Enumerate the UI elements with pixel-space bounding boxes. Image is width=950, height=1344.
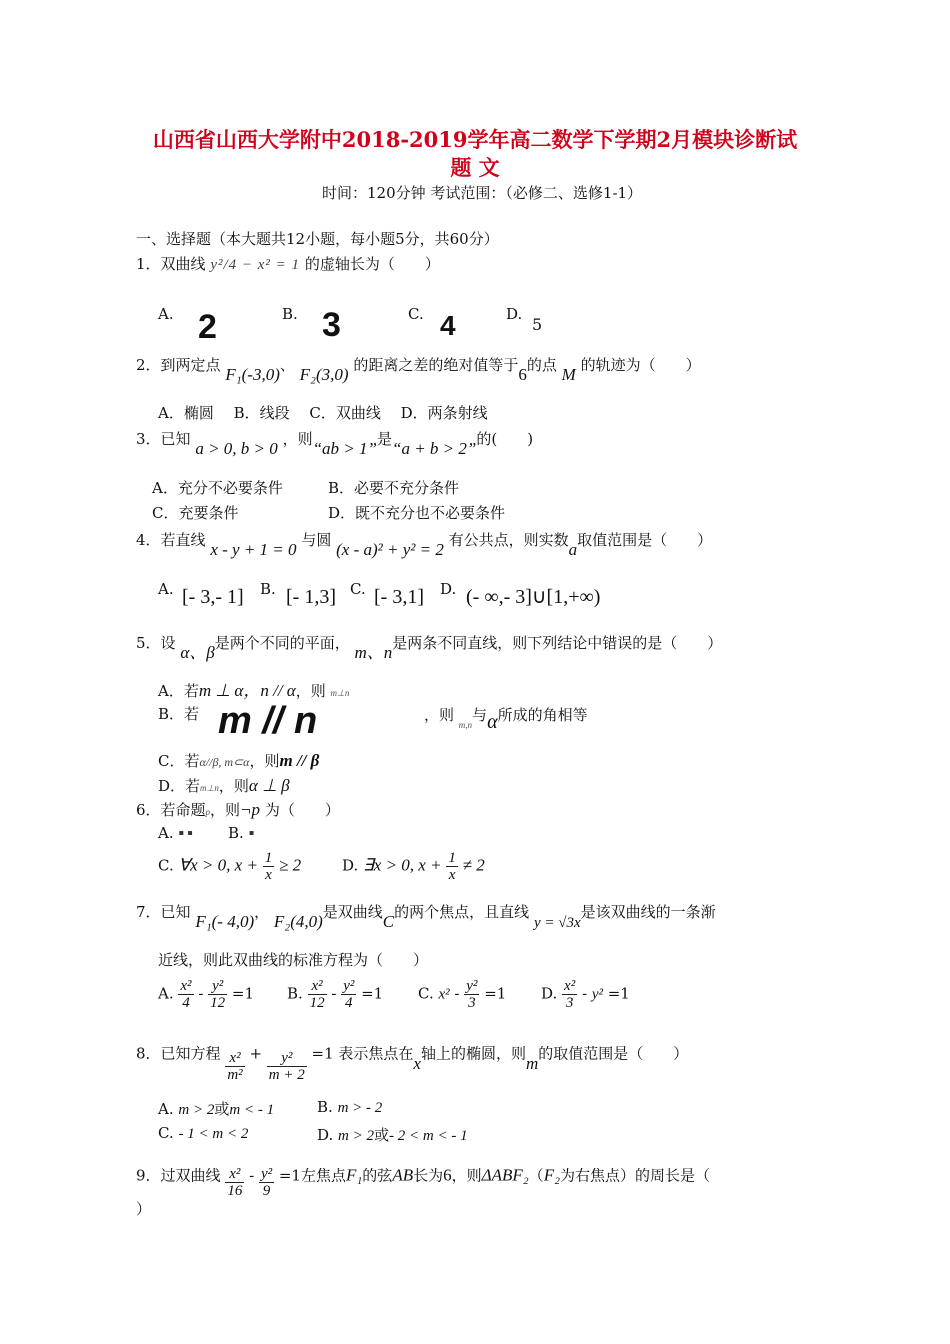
q7-option-d[interactable]: D. $\frac{\text{x²}}{3}$ - y² =1 — [541, 978, 630, 1011]
q4-option-d[interactable]: D. — [440, 580, 457, 598]
question-4: 4．若直线 x - y + 1 = 0 与圆 (x - a)² + y² = 2 有公共点，则实数a取值范围是（ ） — [136, 531, 713, 559]
q7-option-c[interactable]: C. x² - $\frac{\text{y²}}{3}$ =1 — [418, 978, 507, 1011]
q1-option-a[interactable]: A. — [158, 305, 174, 323]
q4-option-a[interactable]: A. — [158, 580, 174, 598]
exam-info: 时间：120分钟 考试范围：（必修二、选修1-1） — [322, 184, 643, 202]
q5-option-a[interactable]: A．若m ⊥ α，n // α，则 m⊥n — [158, 681, 350, 700]
q8-option-d[interactable]: D. m > 2或- 2 < m < - 1 — [317, 1126, 468, 1144]
question-2: 2．到两定点 F₁(-3,0)、 F₂(3,0) 的距离之差的绝对值等于6的点 M 的轨迹为（ ） — [136, 356, 701, 384]
page-title-line2: 题 文 — [450, 155, 500, 180]
q1-option-d-value: 5 — [532, 315, 543, 334]
focus-f1: F₁(-3,0) — [225, 365, 280, 384]
q4-option-d-value: (- ∞,- 3]∪[1,+∞) — [466, 586, 601, 608]
q3-option-c[interactable]: C．充要条件 — [152, 504, 239, 522]
question-9: 9．过双曲线 $\frac{\text{x²}}{16}$ - $\frac{\text{y²}}{9}$ =1左焦点F₁的弦AB长为6，则ΔABF₂（F₂为右焦点）的周长是（ — [136, 1165, 710, 1199]
q1-option-d[interactable]: D. — [506, 305, 523, 323]
q3-option-a[interactable]: A．充分不必要条件 — [152, 479, 283, 497]
q4-option-b-value: [- 1,3] — [286, 586, 336, 608]
q5-option-b-label[interactable]: B．若 — [158, 705, 200, 723]
q8-option-c[interactable]: C. - 1 < m < 2 — [158, 1124, 249, 1142]
question-5: 5．设 α、β是两个不同的平面， m、n是两条不同直线，则下列结论中错误的是（ ） — [136, 634, 723, 662]
q8-option-b[interactable]: B. m > - 2 — [317, 1098, 383, 1116]
q2-options[interactable]: A．椭圆 B．线段 C．双曲线 D．两条射线 — [158, 404, 488, 422]
question-1: 1．双曲线 y²/4 − x² = 1 的虚轴长为（ ） — [136, 255, 440, 273]
q1-option-c[interactable]: C. — [408, 305, 424, 323]
focus-f2: F₂(3,0) — [299, 365, 349, 384]
q3-option-d[interactable]: D．既不充分也不必要条件 — [328, 504, 506, 522]
q5-option-b-result: ，则 $_{m,n}$与α所成的角相等 — [424, 706, 588, 733]
q1-option-a-value: 2 — [198, 308, 217, 346]
section-heading: 一、选择题（本大题共12小题，每小题5分，共60分） — [136, 230, 499, 248]
q5-option-b-condition: m // n — [218, 700, 318, 742]
question-8: 8．已知方程 $\frac{\text{x²}}{\text{m²}}$ + $\frac{\text{y²}}{m + 2}$ =1 表示焦点在x轴上的椭圆，则m的取值范围是（ ） — [136, 1044, 689, 1083]
question-3: 3．已知 a > 0, b > 0 ，则“ab > 1”是“a + b > 2”的( ) — [136, 430, 534, 458]
q5-option-d[interactable]: D．若m⊥n，则α ⊥ β — [158, 776, 290, 795]
q1-option-b[interactable]: B. — [282, 305, 298, 323]
question-6: 6．若命题p，则¬p 为（ ） — [136, 800, 340, 819]
hyperbola-equation: y²/4 − x² = 1 — [210, 257, 301, 273]
q6-option-b[interactable]: B. ▪ — [228, 824, 258, 842]
q4-option-a-value: [- 3,- 1] — [182, 586, 244, 608]
q1-option-c-value: 4 — [440, 310, 456, 341]
q6-option-d[interactable]: D. ∃x > 0, x + $\frac{1}{x}$ ≠ 2 — [342, 850, 485, 883]
q7-option-a[interactable]: A. $\frac{\text{x²}}{4}$ - $\frac{\text{y²}}{12}$ =1 — [158, 978, 255, 1011]
question-7-line2: 近线，则此双曲线的标准方程为（ ） — [158, 951, 429, 969]
q1-option-b-value: 3 — [322, 306, 341, 344]
q5-option-c[interactable]: C．若α//β, m⊂α，则m // β — [158, 751, 320, 770]
q6-option-a[interactable]: A. ▪▪ — [158, 824, 196, 842]
q4-option-c[interactable]: C. — [350, 580, 366, 598]
page-title: 山西省山西大学附中2018-2019学年高二数学下学期2月模块诊断试 — [152, 127, 798, 152]
q8-option-a[interactable]: A. m > 2或m < - 1 — [158, 1100, 275, 1118]
q6-option-c[interactable]: C. ∀x > 0, x + $\frac{1}{x}$ ≥ 2 — [158, 850, 302, 883]
question-9-line2: ） — [136, 1200, 152, 1218]
q4-option-b[interactable]: B. — [260, 580, 276, 598]
question-7: 7．已知 F₁(- 4,0)， F₂(4,0)是双曲线C的两个焦点，且直线 y = √3x是该双曲线的一条渐 — [136, 903, 716, 931]
q4-option-c-value: [- 3,1] — [374, 586, 424, 608]
q7-option-b[interactable]: B. $\frac{\text{x²}}{12}$ - $\frac{\text{y²}}{4}$ =1 — [287, 978, 384, 1011]
q3-option-b[interactable]: B．必要不充分条件 — [328, 479, 460, 497]
